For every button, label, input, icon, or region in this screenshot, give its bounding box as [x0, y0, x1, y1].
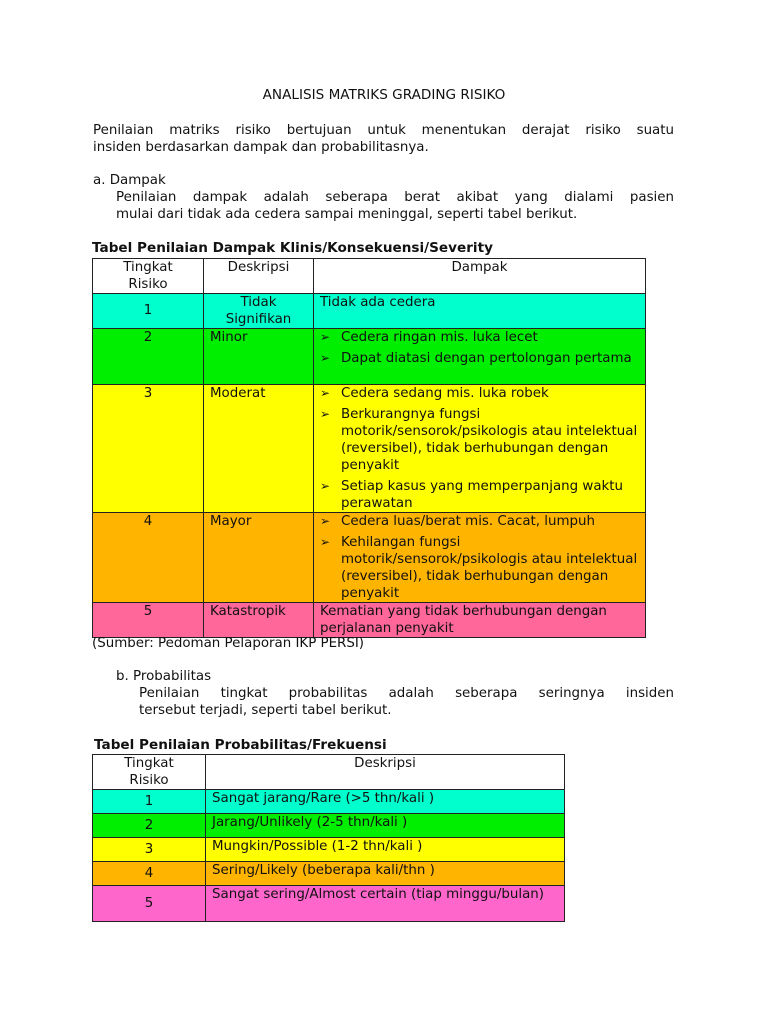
desc-cell: Sering/Likely (beberapa kali/thn ) [206, 862, 565, 886]
header-tingkat: Tingkat [124, 756, 174, 771]
table2-caption: Tabel Penilaian Probabilitas/Frekuensi [94, 737, 387, 753]
desc-cell: Mayor [204, 513, 314, 603]
bullet-item: ➢ Kehilangan fungsi motorik/sensorok/psikologis atau intelektual (reversibel), tidak berhubungan dengan penyakit [320, 534, 639, 602]
section-b-line-2: tersebut terjadi, seperti tabel berikut. [139, 703, 392, 718]
bullet-item: ➢ Cedera ringan mis. luka lecet [320, 329, 639, 346]
impact-cell [314, 329, 646, 385]
intro-line-2: insiden berdasarkan dampak dan probabilitasnya. [93, 140, 429, 155]
table-row [93, 329, 646, 385]
desc-cell: Sangat sering/Almost certain (tiap minggu/bulan) [206, 886, 565, 922]
table-row [93, 838, 565, 862]
header-deskripsi: Deskripsi [204, 259, 314, 294]
table-header-row [93, 755, 565, 790]
bullet-item: ➢ Berkurangnya fungsi motorik/sensorok/psikologis atau intelektual (reversibel), tidak berhubungan dengan penyakit [320, 406, 639, 474]
desc-cell [204, 294, 314, 329]
desc-cell: Katastropik [204, 603, 314, 638]
section-a-paragraph [116, 189, 674, 223]
impact-cell [314, 513, 646, 603]
header-tingkat: Tingkat [123, 260, 173, 275]
level-cell: 4 [93, 862, 206, 886]
level-cell: 2 [93, 814, 206, 838]
impact-cell: Tidak ada cedera [314, 294, 646, 329]
section-a-marker: a. [93, 173, 106, 188]
header-deskripsi: Deskripsi [206, 755, 565, 790]
section-a-line-1: Penilaian dampak adalah seberapa berat akibat yang dialami pasien [116, 190, 674, 205]
desc-line-1: Tidak [240, 295, 277, 310]
bullet-item: ➢ Setiap kasus yang memperpanjang waktu perawatan [320, 478, 639, 512]
header-dampak: Dampak [314, 259, 646, 294]
intro-line-1: Penilaian matriks risiko bertujuan untuk menentukan derajat risiko suatu [93, 123, 674, 138]
desc-line-2: Signifikan [225, 312, 292, 327]
probability-table [92, 754, 565, 922]
level-cell: 5 [93, 603, 204, 638]
bullet-item: ➢ Cedera sedang mis. luka robek [320, 385, 639, 402]
table-header-row [93, 259, 646, 294]
section-b-paragraph [139, 685, 674, 719]
desc-cell: Moderat [204, 385, 314, 513]
impact-cell: Kematian yang tidak berhubungan dengan perjalanan penyakit [314, 603, 646, 638]
table-row [93, 294, 646, 329]
table-row [93, 814, 565, 838]
intro-paragraph [93, 122, 674, 156]
level-cell: 3 [93, 838, 206, 862]
header-risiko: Risiko [128, 277, 168, 292]
section-a-title: Dampak [109, 173, 166, 188]
table-row [93, 886, 565, 922]
page-title: ANALISIS MATRIKS GRADING RISIKO [262, 87, 506, 103]
desc-cell: Jarang/Unlikely (2-5 thn/kali ) [206, 814, 565, 838]
level-cell: 2 [93, 329, 204, 385]
bullet-item: ➢ Dapat diatasi dengan pertolongan pertama [320, 350, 639, 367]
header-tingkat-risiko [93, 755, 206, 790]
table-row [93, 603, 646, 638]
section-b-heading [116, 668, 211, 685]
level-cell: 1 [93, 294, 204, 329]
table1-caption: Tabel Penilaian Dampak Klinis/Konsekuensi/Severity [92, 240, 493, 256]
table-row [93, 790, 565, 814]
impact-cell [314, 385, 646, 513]
level-cell: 4 [93, 513, 204, 603]
header-risiko: Risiko [129, 773, 169, 788]
source-note: (Sumber: Pedoman Pelaporan IKP PERSI) [92, 636, 365, 651]
section-a-line-2: mulai dari tidak ada cedera sampai meninggal, seperti tabel berikut. [116, 207, 578, 222]
header-tingkat-risiko [93, 259, 204, 294]
section-b-marker: b. [116, 669, 129, 684]
level-cell: 3 [93, 385, 204, 513]
severity-table [92, 258, 646, 638]
desc-cell: Mungkin/Possible (1-2 thn/kali ) [206, 838, 565, 862]
section-a-heading [93, 172, 166, 189]
desc-cell: Minor [204, 329, 314, 385]
level-cell: 5 [93, 886, 206, 922]
table-row [93, 513, 646, 603]
table-row [93, 862, 565, 886]
table-row [93, 385, 646, 513]
section-b-line-1: Penilaian tingkat probabilitas adalah seberapa seringnya insiden [139, 686, 674, 701]
level-cell: 1 [93, 790, 206, 814]
bullet-item: ➢ Cedera luas/berat mis. Cacat, lumpuh [320, 513, 639, 530]
desc-cell: Sangat jarang/Rare (>5 thn/kali ) [206, 790, 565, 814]
section-b-title: Probabilitas [133, 669, 212, 684]
